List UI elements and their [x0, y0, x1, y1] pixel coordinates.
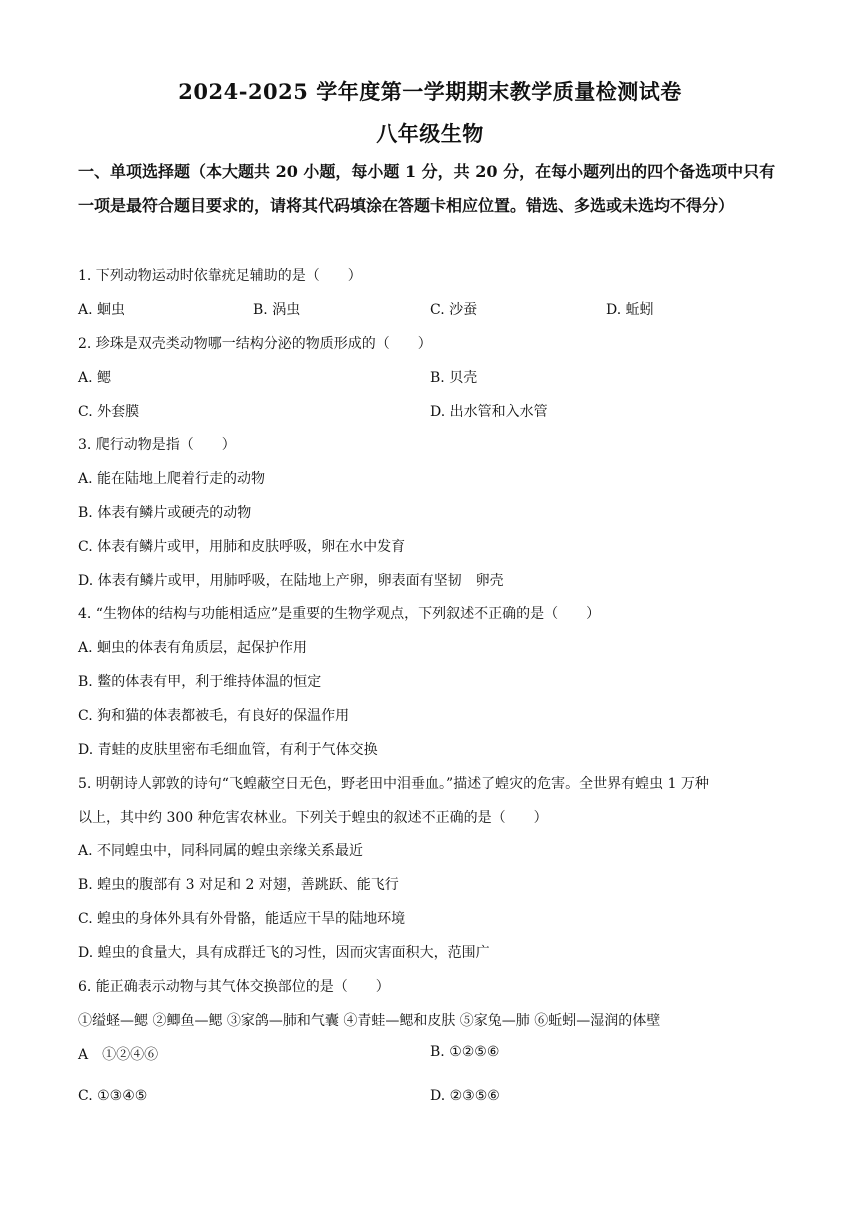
question-4-stem: 4. “生物体的结构与功能相适应”是重要的生物学观点，下列叙述不正确的是（ ） — [78, 606, 601, 622]
q1-option-b: B. 涡虫 — [253, 302, 301, 318]
q4-option-a: A. 蛔虫的体表有角质层，起保护作用 — [78, 640, 308, 656]
q3-option-d: D. 体表有鳞片或甲，用肺呼吸，在陆地上产卵，卵表面有坚韧 卵壳 — [78, 573, 504, 589]
q2-option-b: B. 贝壳 — [430, 370, 478, 386]
question-6-info: ①缢蛏—鳃 ②鲫鱼—鳃 ③家鸽—肺和气囊 ④青蛙—鳃和皮肤 ⑤家兔—肺 ⑥蚯蚓—湿润的体壁 — [78, 1013, 661, 1029]
q5-option-c: C. 蝗虫的身体外具有外骨骼，能适应干旱的陆地环境 — [78, 911, 406, 927]
q4-option-d: D. 青蛙的皮肤里密布毛细血管，有利于气体交换 — [78, 742, 378, 758]
q4-option-b: B. 鳖的体表有甲，利于维持体温的恒定 — [78, 674, 322, 690]
question-5-stem-line2: 以上，其中约 300 种危害农林业。下列关于蝗虫的叙述不正确的是（ ） — [78, 810, 548, 826]
q5-option-a: A. 不同蝗虫中，同科同属的蝗虫亲缘关系最近 — [78, 843, 364, 859]
q6-option-c: C. ①③④⑤ — [78, 1088, 148, 1104]
q6-option-b: B. ①②⑤⑥ — [430, 1044, 500, 1060]
q5-option-d: D. 蝗虫的食量大，具有成群迁飞的习性，因而灾害面积大，范围广 — [78, 945, 490, 961]
q1-option-c: C. 沙蚕 — [430, 302, 478, 318]
question-6-stem: 6. 能正确表示动物与其气体交换部位的是（ ） — [78, 979, 390, 995]
question-3-stem: 3. 爬行动物是指（ ） — [78, 437, 236, 453]
q2-option-a: A. 鳃 — [78, 370, 112, 386]
q3-option-a: A. 能在陆地上爬着行走的动物 — [78, 471, 266, 487]
question-5-stem-line1: 5. 明朝诗人郭敦的诗句“飞蝗蔽空日无色，野老田中泪垂血。”描述了蝗灾的危害。全世界有蝗虫 1 万种 — [78, 776, 709, 792]
exam-title: 2024-2025 学年度第一学期期末教学质量检测试卷 — [178, 79, 682, 104]
q2-option-d: D. 出水管和入水管 — [430, 404, 548, 420]
question-2-stem: 2. 珍珠是双壳类动物哪一结构分泌的物质形成的（ ） — [78, 336, 432, 352]
exam-subtitle: 八年级生物 — [376, 121, 484, 146]
q3-option-b: B. 体表有鳞片或硬壳的动物 — [78, 505, 252, 521]
q3-option-c: C. 体表有鳞片或甲，用肺和皮肤呼吸，卵在水中发育 — [78, 539, 406, 555]
q4-option-c: C. 狗和猫的体表都被毛，有良好的保温作用 — [78, 708, 350, 724]
q6-option-a: A ①②④⑥ — [78, 1047, 159, 1063]
q6-option-d: D. ②③⑤⑥ — [430, 1088, 500, 1104]
q1-option-d: D. 蚯蚓 — [606, 302, 654, 318]
q5-option-b: B. 蝗虫的腹部有 3 对足和 2 对翅，善跳跃、能飞行 — [78, 877, 399, 893]
q2-option-c: C. 外套膜 — [78, 404, 140, 420]
question-1-stem: 1. 下列动物运动时依靠疣足辅助的是（ ） — [78, 268, 362, 284]
section-heading: 一、单项选择题（本大题共 20 小题，每小题 1 分，共 20 分，在每小题列出的四个备选项中只有一项是最符合题目要求的，请将其代码填涂在答题卡相应位置。错选、多选或未选均不得分） — [78, 162, 776, 215]
q1-option-a: A. 蛔虫 — [78, 302, 126, 318]
